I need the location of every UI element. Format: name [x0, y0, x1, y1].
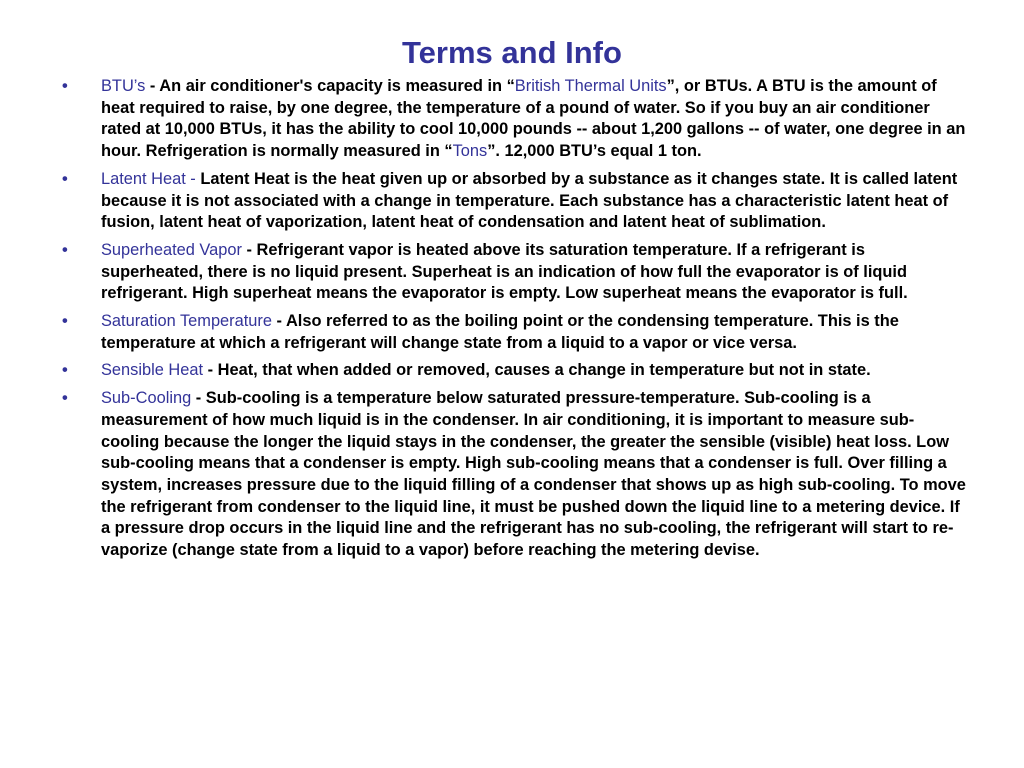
bullet-dot-icon: • [62, 240, 68, 259]
bullet-dot-icon: • [62, 77, 68, 95]
term-sensible-heat: Sensible Heat [101, 361, 204, 380]
bullet-item-superheated-vapor [62, 240, 968, 305]
highlight-tons: Tons [452, 142, 488, 161]
term-btu: BTU’s [101, 77, 146, 95]
bullet-dot-icon: • [62, 169, 68, 188]
bullet-item-saturation-temperature [62, 311, 968, 354]
bullet-dot-icon: • [62, 361, 68, 380]
term-superheated-vapor: Superheated Vapor [101, 240, 242, 259]
bullet-dot-icon: • [62, 389, 68, 408]
definition-text: - Refrigerant vapor is heated above its saturation temperature. If a refrigerant is superheated, there is no liquid present. Superheat is an indication of how full the evaporator is of liquid refrigerant. High superheat means the evaporator is empty. Low superheat means the evaporator is full. [101, 240, 908, 303]
definition-text: ”, or BTUs. A BTU is the amount of heat required to raise, by one degree, the temperature of a pound of water. So if you buy an air conditioner rated at 10,000 BTUs, it has the ability to cool 10,000 pounds -- about 1,200 gallons -- of water, one degree in an hour. Refrigeration is normally measured in “ [101, 77, 966, 161]
term-sub-cooling: Sub-Cooling [101, 389, 192, 408]
bullet-item-sensible-heat [62, 360, 968, 382]
term-saturation-temperature: Saturation Temperature [101, 312, 272, 331]
bullet-item-sub-cooling [62, 388, 968, 562]
definition-text: - Also referred to as the boiling point or the condensing temperature. This is the temperature at which a refrigerant will change state from a liquid to a vapor or vice versa. [101, 312, 899, 352]
definition-text: - Sub-cooling is a temperature below saturated pressure-temperature. Sub-cooling is a measurement of how much liquid is in the condenser. In air conditioning, it is important to measure sub-cooling because the longer the liquid stays in the condenser, the greater the sensible (visible) heat loss. Low sub-cooling means that a condenser is empty. High sub-cooling means that a condenser is full. Over filling a system, increases pressure due to the liquid filling of a condenser that shows up as high sub-cooling. To move the refrigerant from condenser to the liquid line, it must be pushed down the liquid line to a metering device. If a pressure drop occurs in the liquid line and the refrigerant has no sub-cooling, the refrigerant will start to re-vaporize (change state from a liquid to a vapor) before reaching the metering devise. [101, 389, 966, 560]
definition-text: Latent Heat is the heat given up or absorbed by a substance as it changes state. It is called latent because it is not associated with a change in temperature. Each substance has a characteristic latent heat of fusion, latent heat of vaporization, latent heat of condensation and latent heat of sublimation. [101, 169, 958, 232]
bullet-item-btu [62, 76, 968, 163]
definition-text: ”. 12,000 BTU’s equal 1 ton. [487, 142, 702, 161]
term-latent-heat: Latent Heat - [101, 169, 201, 188]
bullet-item-latent-heat [62, 169, 968, 234]
highlight-british-thermal-units: British Thermal Units [514, 77, 667, 95]
definition-text: - Heat, that when added or removed, causes a change in temperature but not in state. [203, 361, 871, 380]
definition-text: - An air conditioner's capacity is measured in “ [145, 77, 515, 95]
bullet-dot-icon: • [62, 312, 68, 331]
bullet-list [62, 76, 968, 568]
slide-title: Terms and Info [402, 34, 622, 70]
